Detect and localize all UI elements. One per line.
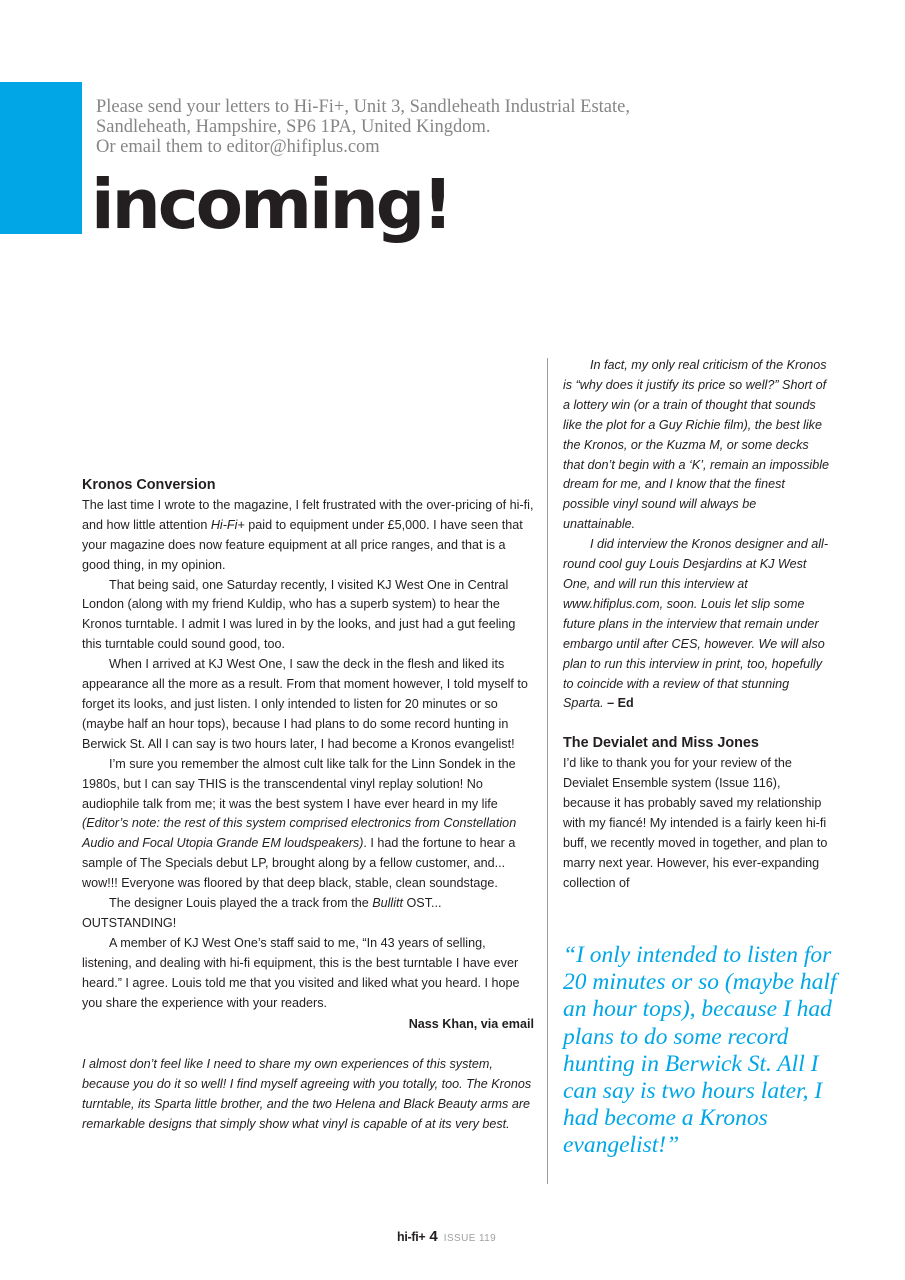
letter-paragraph: The designer Louis played the a track from the Bullitt OST... OUTSTANDING! — [82, 896, 442, 930]
letter-paragraph: A member of KJ West One’s staff said to me, “In 43 years of selling, listening, and dealing with hi-fi equipment, this is the best turntable I have ever heard.” I agree. Louis told me that you visited and liked what you heard. I hope you share the experience with your readers. — [82, 935, 520, 1010]
left-column — [82, 476, 534, 1135]
letter-heading: The Devialet and Miss Jones — [563, 735, 759, 752]
letter-paragraph: That being said, one Saturday recently, I visited KJ West One in Central London (along with my friend Kuldip, who has a superb system) to hear the Kronos turntable. I admit I was lured in by the looks, and just had a gut feeling this turntable could sound good, too. — [82, 577, 516, 652]
address-line: Or email them to editor@hifiplus.com — [96, 137, 380, 157]
address-line: Please send your letters to Hi-Fi+, Unit 3, Sandleheath Industrial Estate, — [96, 97, 630, 117]
editor-reply: In fact, my only real criticism of the Kronos is “why does it justify its price so well?” Short of a lottery win (or a train of thought that sounds like the plot for a Guy Richie film), the best like the Kronos, or the Kuzma M, or some decks that don’t begin with a ‘K’, remain an impossible dream for me, and I know that the finest possible vinyl sound will always be unattainable. — [563, 358, 830, 532]
issue-label: ISSUE 119 — [443, 1233, 497, 1244]
letter-paragraph: When I arrived at KJ West One, I saw the deck in the flesh and liked its appearance all the more as a result. From that moment however, I told myself to forget its looks, and just listen. I only intended to listen for 20 minutes or so (maybe half an hour tops), because I had plans to do some record hunting in Berwick St. All I can say is two hours later, I had become a Kronos evangelist! — [82, 657, 528, 751]
column-divider — [547, 358, 548, 1184]
editor-signature: – Ed — [607, 696, 634, 711]
letter-signature: Nass Khan, via email — [408, 1017, 534, 1032]
editor-reply: I did interview the Kronos designer and all-round cool guy Louis Desjardins at KJ West One, and will run this interview at www.hifiplus.com, soon. Louis let slip some future plans in the interview that remain under embargo until after CES, however. We will also plan to run this interview in print, too, hopefully to coincide with a review of that stunning Sparta. – Ed — [563, 537, 829, 711]
address-line: Sandleheath, Hampshire, SP6 1PA, United Kingdom. — [96, 117, 491, 137]
page-footer — [397, 1228, 496, 1248]
pull-quote: “I only intended to listen for 20 minutes or so (maybe half an hour tops), because I had plans to do some record hunting in Berwick St. All I can say is two hours later, I had become a Kronos evangelist!” — [563, 942, 837, 1159]
letters-address — [96, 97, 856, 157]
letter-paragraph: The last time I wrote to the magazine, I felt frustrated with the over-pricing of hi-fi, and how little attention Hi-Fi+ paid to equipment under £5,000. I have seen that your magazine does now feature equipment at all price ranges, and that is a good thing, in my opinion. — [82, 497, 534, 572]
letter-paragraph: I’d like to thank you for your review of the Devialet Ensemble system (Issue 116), because it has probably saved my relationship with my fiancé! My intended is a fairly keen hi-fi buff, we recently moved in together, and plan to marry next year. However, his ever-expanding collection of — [563, 756, 828, 890]
accent-block — [0, 82, 82, 234]
brand-logo: hi-fi+ — [397, 1230, 426, 1244]
page-number: 4 — [429, 1228, 438, 1245]
editor-reply: I almost don’t feel like I need to share my own experiences of this system, because you do it so well! I find myself agreeing with you totally, too. The Kronos turntable, its Sparta little brother, and the two Helena and Black Beauty arms are remarkable designs that simply show what vinyl is capable of at its very best. — [82, 1057, 532, 1132]
section-title: incoming! — [91, 165, 451, 245]
letter-paragraph: I’m sure you remember the almost cult like talk for the Linn Sondek in the 1980s, but I can say THIS is the transcendental vinyl replay solution! No audiophile talk from me; it was the best system I have ever heard in my life (Editor’s note: the rest of this system comprised electronics from Constellation Audio and Focal Utopia Grande EM loudspeakers). I had the fortune to hear a sample of The Specials debut LP, brought along by a fellow customer, and... wow!!! Everyone was floored by that deep black, stable, clean soundstage. — [82, 756, 517, 891]
letter-heading: Kronos Conversion — [82, 477, 216, 493]
right-column — [563, 356, 831, 894]
